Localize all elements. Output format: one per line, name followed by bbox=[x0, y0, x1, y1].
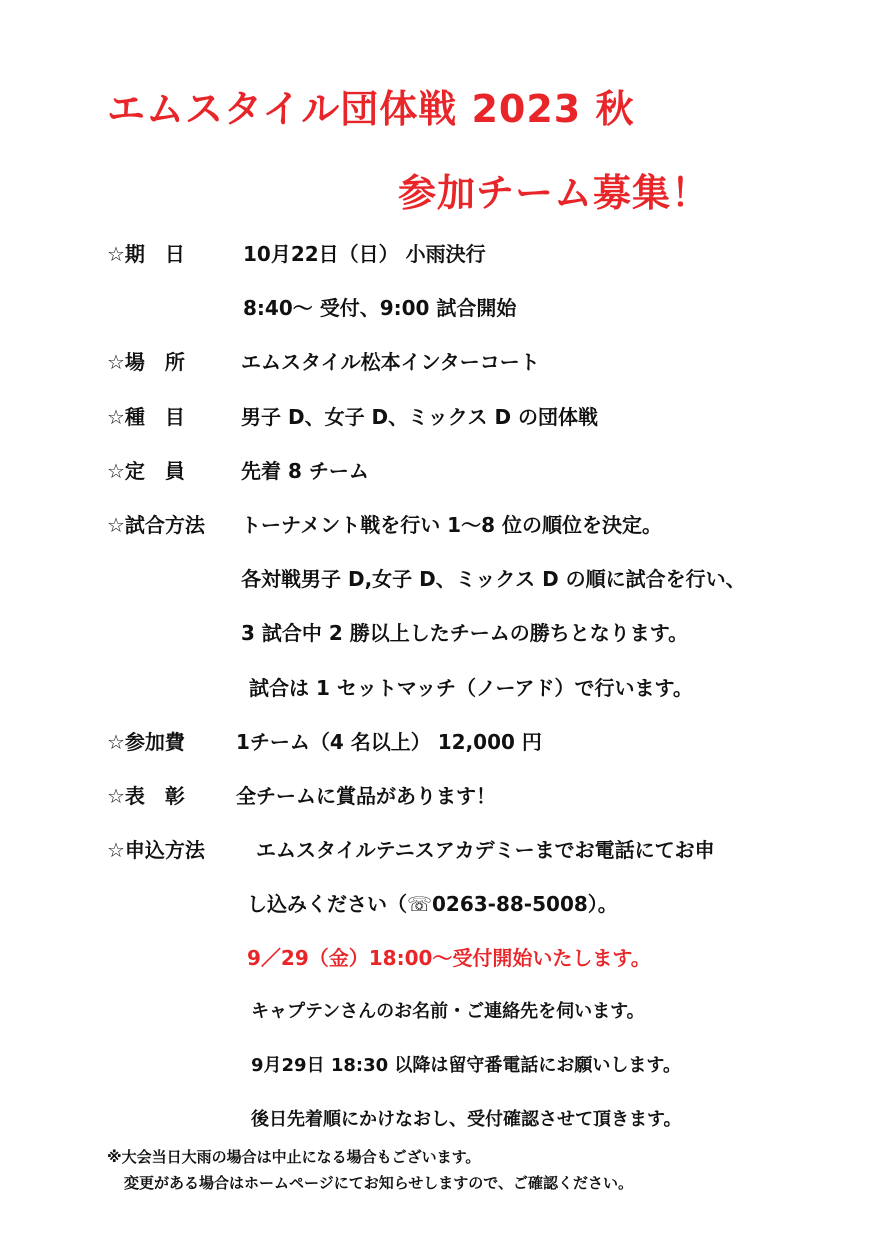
apply-line-6: 後日先着順にかけなおし、受付確認させて頂きます。 bbox=[251, 1109, 682, 1130]
date-value: 10月22日（日） 小雨決行 bbox=[243, 242, 486, 266]
apply-line-5: 9月29日 18:30 以降は留守番電話にお願いします。 bbox=[251, 1055, 681, 1076]
event-label: ☆種 目 bbox=[107, 405, 185, 429]
note-line-2: 変更がある場合はホームページにてお知らせしますので、ご確認ください。 bbox=[124, 1174, 633, 1192]
flyer-title: エムスタイル団体戦 2023 秋 bbox=[107, 87, 635, 131]
fee-label: ☆参加費 bbox=[107, 730, 185, 754]
award-label: ☆表 彰 bbox=[107, 784, 185, 808]
capacity-value: 先着 8 チーム bbox=[241, 459, 369, 483]
method-line-1: トーナメント戦を行い 1～8 位の順位を決定。 bbox=[241, 513, 662, 537]
date-label: ☆期 日 bbox=[107, 242, 185, 266]
award-value: 全チームに賞品があります！ bbox=[236, 784, 496, 808]
method-line-2: 各対戦男子 D,女子 D、ミックス D の順に試合を行い、 bbox=[241, 567, 746, 591]
apply-line-4: キャプテンさんのお名前・ご連絡先を伺います。 bbox=[251, 1001, 645, 1022]
apply-line-1: エムスタイルテニスアカデミーまでお電話にてお申 bbox=[256, 838, 715, 862]
note-line-1: ※大会当日大雨の場合は中止になる場合もございます。 bbox=[107, 1148, 481, 1166]
flyer-subtitle: 参加チーム募集！ bbox=[398, 171, 711, 215]
method-label: ☆試合方法 bbox=[107, 513, 205, 537]
method-line-3: 3 試合中 2 勝以上したチームの勝ちとなります。 bbox=[241, 621, 689, 645]
capacity-label: ☆定 員 bbox=[107, 459, 185, 483]
date-time-value: 8:40～ 受付、9:00 試合開始 bbox=[243, 296, 517, 320]
fee-value: 1チーム（4 名以上） 12,000 円 bbox=[236, 730, 542, 754]
apply-line-2: し込みください（☏0263-88-5008）。 bbox=[247, 892, 618, 916]
event-value: 男子 D、女子 D、ミックス D の団体戦 bbox=[241, 405, 599, 429]
apply-label: ☆申込方法 bbox=[107, 838, 205, 862]
method-line-4: 試合は 1 セットマッチ（ノーアド）で行います。 bbox=[249, 676, 693, 700]
place-label: ☆場 所 bbox=[107, 350, 185, 374]
apply-start-notice: 9／29（金）18:00～受付開始いたします。 bbox=[247, 946, 651, 970]
place-value: エムスタイル松本インターコート bbox=[241, 350, 540, 374]
